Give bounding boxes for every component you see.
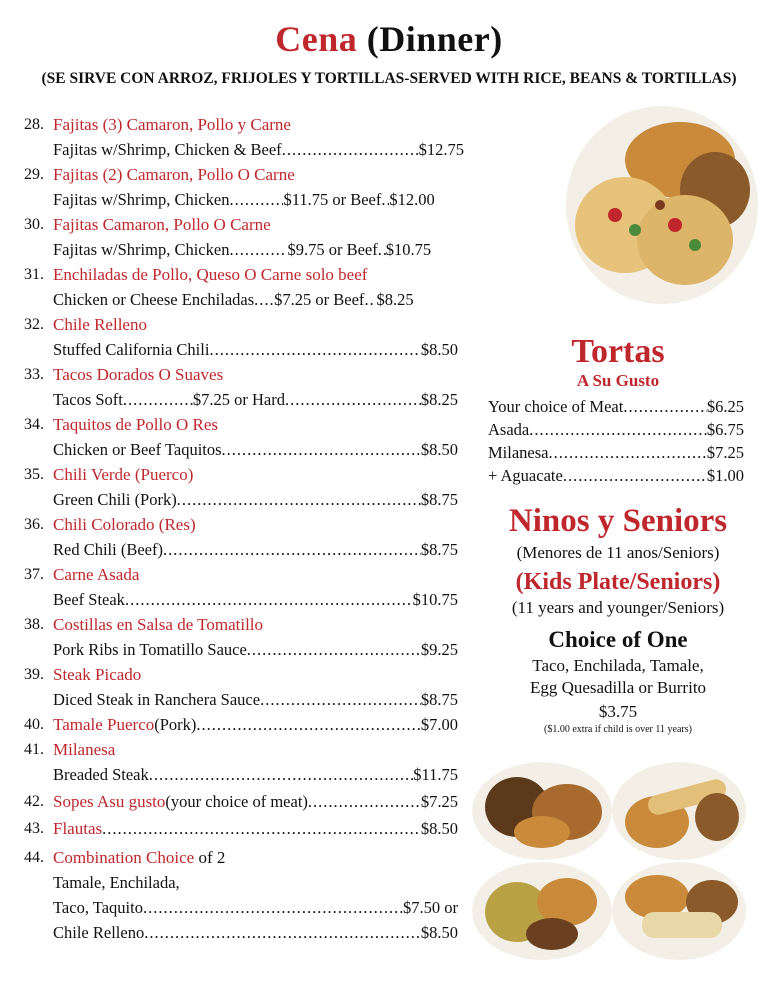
item-name: Carne Asada bbox=[53, 565, 140, 584]
item-name: Tamale Puerco bbox=[53, 715, 155, 734]
combo-options-line3: Chile Relleno bbox=[53, 923, 145, 942]
menu-item-34 bbox=[24, 412, 464, 462]
tortas-subtitle: A Su Gusto bbox=[576, 371, 660, 390]
item-price-alt: $7.25 or Beef bbox=[274, 290, 365, 309]
menu-item-30 bbox=[24, 212, 464, 262]
tortas-row: + Aguacate ..... $1.00 bbox=[488, 464, 744, 487]
item-number: 44. bbox=[24, 849, 44, 866]
menu-item-40 bbox=[24, 712, 464, 737]
menu-item-39 bbox=[24, 662, 464, 712]
menu-item-37 bbox=[24, 562, 464, 612]
item-number: 34. bbox=[24, 416, 44, 433]
item-description: Breaded Steak bbox=[53, 765, 149, 784]
menu-item-29 bbox=[24, 162, 464, 212]
item-description: Fajitas w/Shrimp, Chicken bbox=[53, 240, 230, 259]
kids-price: $3.75 bbox=[598, 702, 638, 721]
item-number: 42. bbox=[24, 793, 44, 810]
item-name: Chili Colorado (Res) bbox=[53, 515, 196, 534]
item-name: Taquitos de Pollo O Res bbox=[53, 415, 219, 434]
item-name-note: (your choice of meat) bbox=[165, 792, 308, 811]
item-number: 43. bbox=[24, 820, 44, 837]
item-description: Green Chili (Pork) bbox=[53, 490, 177, 509]
item-description: Beef Steak bbox=[53, 590, 125, 609]
item-description: Stuffed California Chili bbox=[53, 340, 210, 359]
item-number: 40. bbox=[24, 716, 44, 733]
item-number: 29. bbox=[24, 166, 44, 183]
item-number: 32. bbox=[24, 316, 44, 333]
menu-item-42 bbox=[24, 789, 464, 814]
item-price: $8.75 bbox=[420, 490, 458, 509]
menu-item-36 bbox=[24, 512, 464, 562]
combo-price: $7.50 or bbox=[403, 898, 458, 917]
fajitas-plate-photo bbox=[565, 105, 760, 305]
choice-heading: Choice of One bbox=[548, 627, 688, 652]
item-number: 37. bbox=[24, 566, 44, 583]
kids-subtitle: (Menores de 11 anos/Seniors) bbox=[516, 543, 720, 562]
item-name: Enchiladas de Pollo, Queso O Carne solo beef bbox=[53, 265, 368, 284]
item-price: $8.25 bbox=[420, 390, 458, 409]
item-number: 30. bbox=[24, 216, 44, 233]
item-description: Fajitas w/Shrimp, Chicken bbox=[53, 190, 230, 209]
item-name: Sopes Asu gusto bbox=[53, 792, 166, 811]
item-price-alt: $9.75 or Beef bbox=[287, 240, 378, 259]
dinner-menu-list bbox=[24, 112, 464, 945]
page-subtitle: (SE SIRVE CON ARROZ, FRIJOLES Y TORTILLAS-SERVED WITH RICE, BEANS & TORTILLAS) bbox=[41, 70, 737, 87]
burrito-plate-photo bbox=[612, 862, 747, 960]
item-number: 36. bbox=[24, 516, 44, 533]
kids-subtitle-english: (11 years and younger/Seniors) bbox=[511, 598, 725, 617]
item-name-note: (Pork) bbox=[154, 715, 197, 734]
item-price: $8.25 bbox=[376, 290, 414, 309]
item-name-note: of 2 bbox=[194, 848, 226, 867]
combo-options-line1: Tamale, Enchilada, bbox=[53, 873, 180, 892]
combo-options-line2: Taco, Taquito bbox=[53, 898, 143, 917]
kids-title: Ninos y Seniors bbox=[508, 503, 728, 539]
item-description: Red Chili (Beef) bbox=[53, 540, 163, 559]
item-name: Steak Picado bbox=[53, 665, 142, 684]
kids-title-english: (Kids Plate/Seniors) bbox=[515, 569, 721, 595]
menu-item-33 bbox=[24, 362, 464, 412]
item-name: Fajitas Camaron, Pollo O Carne bbox=[53, 215, 271, 234]
item-description: Chicken or Cheese Enchiladas bbox=[53, 290, 255, 309]
choice-options-line2: Egg Quesadilla or Burrito bbox=[529, 678, 707, 697]
item-price: $10.75 bbox=[385, 240, 432, 259]
item-description: Diced Steak in Ranchera Sauce bbox=[53, 690, 261, 709]
item-description: Tacos Soft bbox=[53, 390, 123, 409]
menu-item-43 bbox=[24, 816, 464, 841]
item-description: Fajitas w/Shrimp, Chicken & Beef bbox=[53, 140, 282, 159]
item-price-alt: $11.75 or Beef bbox=[283, 190, 382, 209]
item-name: Milanesa bbox=[53, 740, 116, 759]
item-price: $8.75 bbox=[420, 690, 458, 709]
item-price: $10.75 bbox=[412, 590, 458, 609]
item-name: Fajitas (2) Camaron, Pollo O Carne bbox=[53, 165, 295, 184]
enchilada-plate-photo bbox=[472, 762, 612, 860]
kids-seniors-section bbox=[480, 502, 756, 737]
item-name: Fajitas (3) Camaron, Pollo y Carne bbox=[53, 115, 291, 134]
item-name: Flautas bbox=[53, 819, 103, 838]
title-spanish: Cena bbox=[275, 19, 358, 59]
item-number: 31. bbox=[24, 266, 44, 283]
item-name: Chili Verde (Puerco) bbox=[53, 465, 194, 484]
menu-item-41 bbox=[24, 737, 464, 787]
menu-item-31 bbox=[24, 262, 464, 312]
item-number: 38. bbox=[24, 616, 44, 633]
tortas-row: Milanesa ..... $7.25 bbox=[488, 441, 744, 464]
title-english: (Dinner) bbox=[366, 19, 503, 59]
menu-item-35 bbox=[24, 462, 464, 512]
item-price: $11.75 bbox=[413, 765, 458, 784]
tortas-title: Tortas bbox=[571, 333, 665, 370]
item-number: 28. bbox=[24, 116, 44, 133]
tamale-plate-photo bbox=[472, 862, 612, 960]
item-price: $7.00 bbox=[420, 715, 458, 734]
item-price: $9.25 bbox=[420, 640, 458, 659]
choice-options-line1: Taco, Enchilada, Tamale, bbox=[532, 656, 704, 675]
item-name: Tacos Dorados O Suaves bbox=[53, 365, 224, 384]
menu-item-28 bbox=[24, 112, 464, 162]
item-price: $8.50 bbox=[420, 340, 458, 359]
item-price-alt: $7.25 or Hard bbox=[192, 390, 285, 409]
item-name: Combination Choice bbox=[53, 848, 195, 867]
item-name: Chile Relleno bbox=[53, 315, 147, 334]
item-number: 39. bbox=[24, 666, 44, 683]
item-price: $12.75 bbox=[418, 140, 464, 159]
item-number: 35. bbox=[24, 466, 44, 483]
item-description: Chicken or Beef Taquitos bbox=[53, 440, 222, 459]
item-description: Pork Ribs in Tomatillo Sauce bbox=[53, 640, 247, 659]
flauta-plate-photo bbox=[612, 762, 747, 860]
item-price: $12.00 bbox=[389, 190, 435, 209]
tortas-section bbox=[480, 333, 756, 487]
item-name: Costillas en Salsa de Tomatillo bbox=[53, 615, 264, 634]
item-price: $8.50 bbox=[420, 440, 458, 459]
item-price: $7.25 bbox=[420, 792, 458, 811]
combo-price-alt: $8.50 bbox=[420, 923, 458, 942]
item-number: 33. bbox=[24, 366, 44, 383]
item-number: 41. bbox=[24, 741, 44, 758]
item-price: $8.50 bbox=[420, 819, 458, 838]
kids-note: ($1.00 extra if child is over 11 years) bbox=[544, 724, 692, 735]
menu-item-32 bbox=[24, 312, 464, 362]
tortas-row: Asada ..... $6.75 bbox=[488, 418, 744, 441]
menu-item-44 bbox=[24, 845, 464, 945]
page-title bbox=[0, 18, 778, 60]
menu-item-38 bbox=[24, 612, 464, 662]
item-price: $8.75 bbox=[420, 540, 458, 559]
tortas-row: Your choice of Meat ..... $6.25 bbox=[488, 395, 744, 418]
